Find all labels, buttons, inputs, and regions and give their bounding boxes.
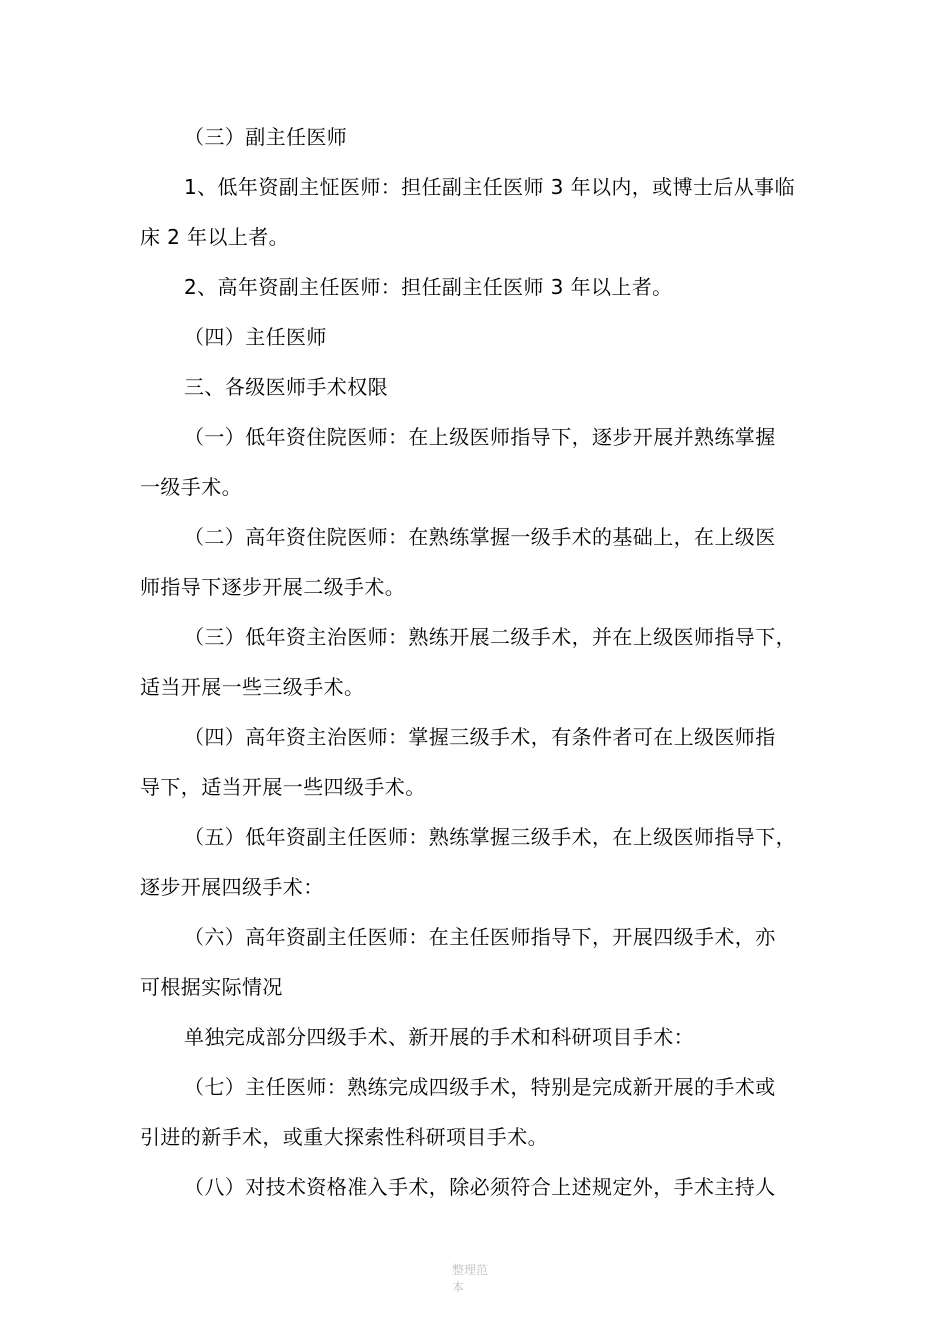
text-line-2: 1、低年资副主怔医师：担任副主任医师 3 年以内，或博士后从事临: [184, 175, 795, 199]
text-line-19: 单独完成部分四级手术、新开展的手术和科研项目手术：: [184, 1025, 694, 1049]
text-line-20: （七）主任医师：熟练完成四级手术，特别是完成新开展的手术或: [184, 1075, 776, 1099]
text-line-16: 逐步开展四级手术：: [140, 875, 324, 899]
text-line-12: 适当开展一些三级手术。: [140, 675, 365, 699]
text-line-8: 一级手术。: [140, 475, 242, 499]
text-line-6: 三、各级医师手术权限: [184, 375, 388, 399]
text-line-9: （二）高年资住院医师：在熟练掌握一级手术的基础上，在上级医: [184, 525, 776, 549]
text-line-4: 2、高年资副主任医师：担任副主任医师 3 年以上者。: [184, 275, 673, 299]
text-line-18: 可根据实际情况: [140, 975, 283, 999]
text-line-3: 床 2 年以上者。: [140, 225, 290, 249]
text-line-1: （三）副主任医师: [184, 125, 348, 149]
text-line-17: （六）高年资副主任医师：在主任医师指导下，开展四级手术，亦: [184, 925, 776, 949]
text-line-11: （三）低年资主治医师：熟练开展二级手术，并在上级医师指导下，: [184, 625, 796, 649]
page-footer: 整理范本: [452, 1263, 489, 1294]
text-line-21: 引进的新手术，或重大探索性科研项目手术。: [140, 1125, 548, 1149]
document-body: [140, 112, 822, 1212]
text-line-7: （一）低年资住院医师：在上级医师指导下，逐步开展并熟练掌握: [184, 425, 776, 449]
text-line-22: （八）对技术资格准入手术，除必须符合上述规定外，手术主持人: [184, 1175, 776, 1199]
text-line-13: （四）高年资主治医师：掌握三级手术，有条件者可在上级医师指: [184, 725, 776, 749]
text-line-5: （四）主任医师: [184, 325, 327, 349]
text-line-15: （五）低年资副主任医师：熟练掌握三级手术，在上级医师指导下，: [184, 825, 796, 849]
text-line-14: 导下，适当开展一些四级手术。: [140, 775, 426, 799]
text-line-10: 师指导下逐步开展二级手术。: [140, 575, 406, 599]
